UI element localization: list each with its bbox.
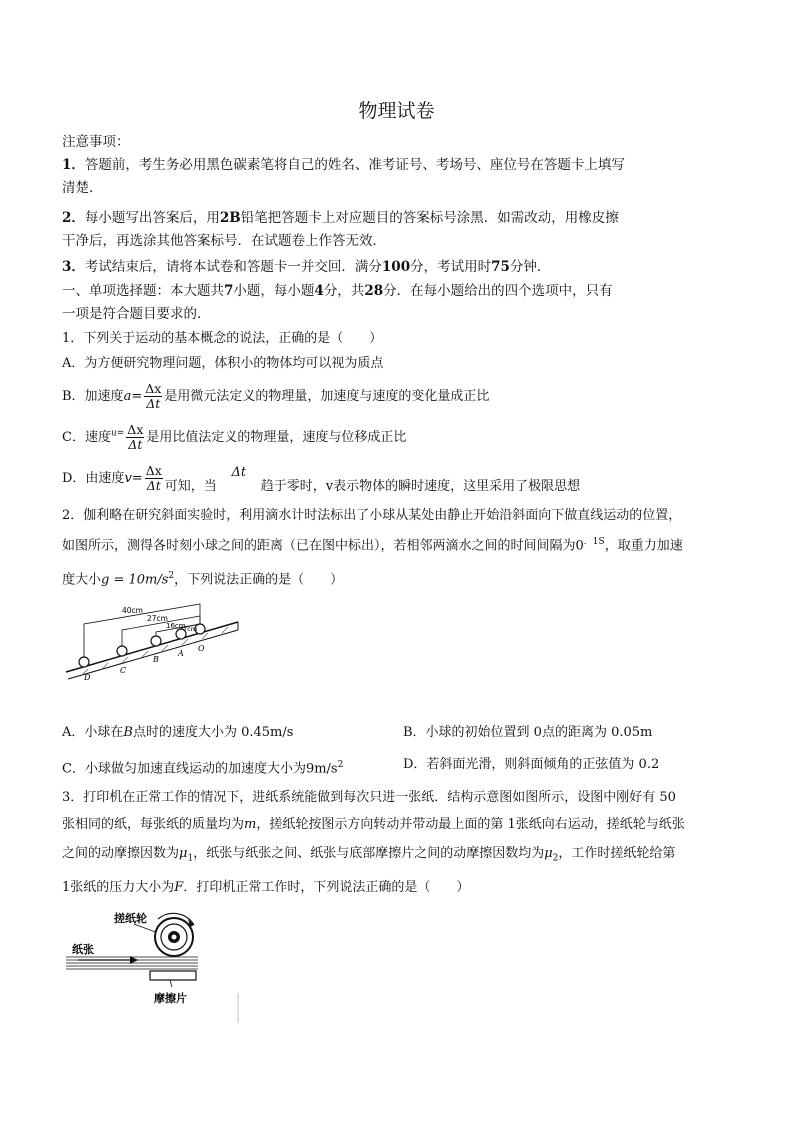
question-2-option-c: C．小球做匀加速直线运动的加速度大小为$9m/s^2$ [62, 760, 344, 777]
fraction: $\frac{\Delta x}{\Delta t}$ [145, 381, 162, 411]
notice-heading: 注意事项： [62, 134, 130, 150]
question-2-option-d: D．若斜面光滑，则斜面倾角的正弦值为 0.2 [403, 757, 660, 772]
label-d: D [84, 673, 91, 682]
fraction: $\frac{\Delta x}{\Delta t}$ [145, 463, 162, 493]
section-1-heading: 一、单项选择题：本大题共7小题，每小题4分，共28分．在每小题给出的四个选项中，只有 [62, 283, 613, 299]
notice-item-3: 3．考试结束后，请将本试卷和答题卡一并交回．满分100分，考试用时75分钟． [62, 259, 551, 275]
question-1-option-c: C．速度$^{u=}$ $\frac{\Delta x}{\Delta t}$ 是用比值法定义的物理量，速度与位移成正比 [62, 422, 407, 452]
label-a: A [178, 649, 184, 658]
label-7cm: 7cm [183, 625, 198, 633]
label-c: C [120, 666, 127, 675]
ball-b [151, 636, 161, 646]
question-1-option-b: B．加速度a= $\frac{\Delta x}{\Delta t}$ 是用微元法定义的物理量，加速度与速度的变化量成正比 [62, 381, 490, 411]
label-40cm: 40cm [122, 606, 143, 615]
section-1-heading-cont: 一项是符合题目要求的． [62, 306, 211, 322]
incline-diagram [62, 600, 242, 682]
fraction: $\frac{\Delta x}{\Delta t}$ [127, 422, 144, 452]
ball-d [79, 657, 89, 667]
question-1-option-a: A．为方便研究物理问题，体积小的物体均可以视为质点 [62, 356, 384, 371]
label-paper: 纸张 [72, 943, 94, 956]
question-3-line-3: 之间的动摩擦因数为$\mu_1$，纸张与纸张之间、纸张与底部摩擦片之间的动摩擦因数均为$\mu_2$，工作时搓纸轮给第 [62, 846, 676, 864]
question-2-option-a: A．小球在B点时的速度大小为 0.45m/s [62, 725, 294, 740]
notice-item-2-cont: 干净后，再选涂其他答案标号．在试题卷上作答无效． [62, 233, 386, 249]
question-2-line-2: 如图所示，测得各时刻小球之间的距离（已在图中标出），若相邻两滴水之间的时间间隔为$0^{.1S}$，取重力加速 [62, 537, 683, 554]
page-title: 物理试卷 [358, 100, 435, 122]
label-o: O [198, 644, 205, 653]
notice-item-2: 2．每小题写出答案后，用2B铅笔把答题卡上对应题目的答案标号涂黑．如需改动，用橡皮擦 [62, 210, 619, 226]
printer-feed-diagram [62, 905, 252, 1025]
label-b: B [153, 655, 159, 664]
question-1-stem: 1．下列关于运动的基本概念的说法，正确的是（ ） [62, 331, 383, 346]
label-16cm: 16cm [166, 622, 186, 630]
question-3-line-2: 张相同的纸，每张纸的质量均为m，搓纸轮按图示方向转动并带动最上面的第 1张纸向右运动，搓纸轮与纸张 [62, 817, 685, 832]
notice-item-1: 1．答题前，考生务必用黑色碳素笔将自己的姓名、准考证号、考场号、座位号在答题卡上填写 [62, 157, 625, 173]
question-2-option-b: B．小球的初始位置到 0点的距离为 0.05m [403, 725, 653, 740]
question-2-line-3: 度大小$g = 10m/s^2$，下列说法正确的是（ ） [62, 571, 344, 588]
question-2-line-1: 2．伽利略在研究斜面实验时，利用滴水计时法标出了小球从某处由静止开始沿斜面向下做直线运动的位置， [62, 508, 682, 523]
label-pad: 摩擦片 [154, 992, 187, 1005]
question-1-option-d: D．由速度v= $\frac{\Delta x}{\Delta t}$ 可知，当Δt趋于零时，v表示物体的瞬时速度，这里采用了极限思想 [62, 463, 581, 494]
question-3-line-1: 3．打印机在正常工作的情况下，进纸系统能做到每次只进一张纸．结构示意图如图所示，设图中刚好有 50 [62, 790, 676, 805]
label-wheel: 搓纸轮 [114, 912, 147, 925]
ball-c [117, 646, 127, 656]
notice-item-1-cont: 清楚． [62, 180, 103, 196]
question-3-line-4: 1张纸的压力大小为F．打印机正常工作时，下列说法正确的是（ ） [62, 880, 470, 895]
label-27cm: 27cm [147, 614, 168, 623]
